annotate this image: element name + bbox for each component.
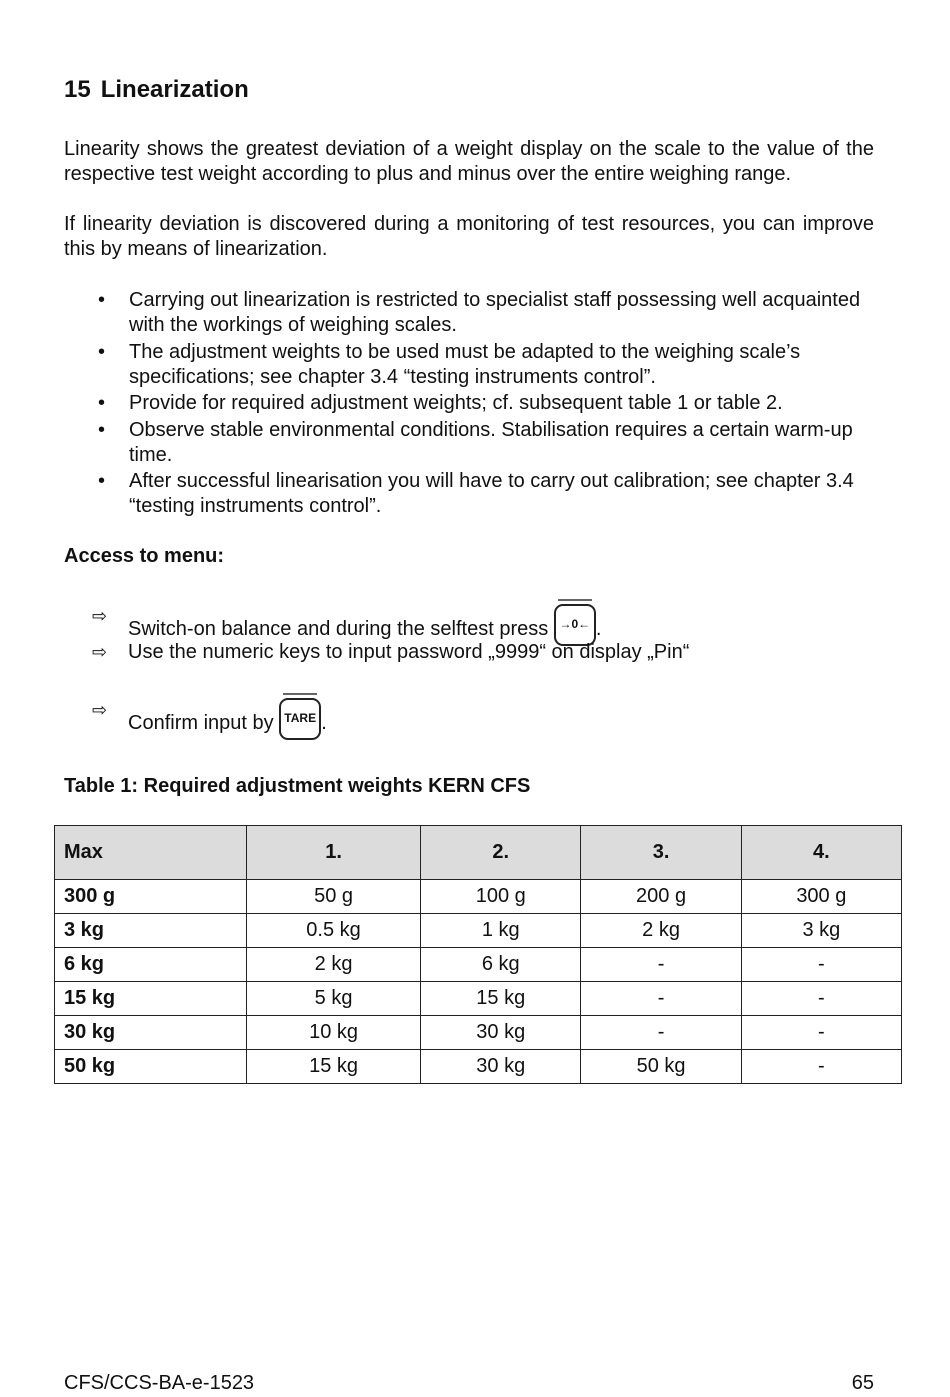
section-title: Linearization <box>100 76 249 103</box>
table-cell: - <box>741 948 901 982</box>
column-header: Max <box>55 826 247 880</box>
table-header-row <box>55 826 902 880</box>
table-cell: 100 g <box>421 880 581 914</box>
list-item-text: The adjustment weights to be used must be adapted to the weighing scale’s specifications; see chapter 3.4 “testing instruments control”. <box>129 340 801 388</box>
table-cell: 30 kg <box>421 1050 581 1084</box>
table-cell: 5 kg <box>246 982 420 1016</box>
bullet-icon: • <box>98 289 106 311</box>
bullet-icon: • <box>98 392 106 414</box>
list-item <box>64 288 874 338</box>
table-cell: 3 kg <box>741 914 901 948</box>
table-row <box>55 880 902 914</box>
column-header: 1. <box>246 826 420 880</box>
table-cell: 10 kg <box>246 1016 420 1050</box>
table-row <box>55 1016 902 1050</box>
step-3-text: Confirm input by <box>128 712 274 734</box>
page-number: 65 <box>851 1372 874 1394</box>
table-caption: Table 1: Required adjustment weights KERN CFS <box>64 775 531 797</box>
table-cell: 15 kg <box>246 1050 420 1084</box>
list-item <box>64 340 874 390</box>
table-cell: - <box>741 1016 901 1050</box>
table-cell: 15 kg <box>421 982 581 1016</box>
table-cell: 50 kg <box>581 1050 741 1084</box>
step-arrow-icon: ⇨ <box>92 606 108 626</box>
table-cell: 3 kg <box>55 914 247 948</box>
table-cell: 50 kg <box>55 1050 247 1084</box>
list-item <box>64 418 874 468</box>
document-id: CFS/CCS-BA-e-1523 <box>64 1372 255 1394</box>
list-item <box>64 391 874 416</box>
table-cell: - <box>581 1016 741 1050</box>
table-row <box>55 1050 902 1084</box>
table-cell: - <box>581 948 741 982</box>
step-1-text: Switch-on balance and during the selftest press <box>128 618 549 640</box>
list-item <box>64 469 874 519</box>
section-heading <box>64 76 249 104</box>
list-item-text: Provide for required adjustment weights; cf. subsequent table 1 or table 2. <box>129 392 783 414</box>
table-cell: - <box>741 982 901 1016</box>
table-cell: 30 kg <box>55 1016 247 1050</box>
bullet-icon: • <box>98 470 106 492</box>
table-cell: - <box>581 982 741 1016</box>
table-cell: 200 g <box>581 880 741 914</box>
zero-key-icon: →0← <box>554 604 596 646</box>
list-item-text: After successful linearisation you will have to carry out calibration; see chapter 3.4 “testing instruments control”. <box>129 470 854 517</box>
bullet-icon: • <box>98 418 106 441</box>
table-row <box>55 914 902 948</box>
step-1-period: . <box>595 618 602 640</box>
section-number: 15 <box>64 76 91 103</box>
table-cell: 1 kg <box>421 914 581 948</box>
table-row <box>55 948 902 982</box>
table-cell: 15 kg <box>55 982 247 1016</box>
tare-key-icon: TARE <box>279 698 321 740</box>
column-header: 3. <box>581 826 741 880</box>
list-item-text: Observe stable environmental conditions. Stabilisation requires a certain warm-up time. <box>129 418 853 466</box>
column-header: 4. <box>741 826 901 880</box>
step-2-text: Use the numeric keys to input password „9999“ on display „Pin“ <box>128 641 690 663</box>
table-cell: 30 kg <box>421 1016 581 1050</box>
table-cell: 50 g <box>246 880 420 914</box>
table-cell: 6 kg <box>421 948 581 982</box>
column-header: 2. <box>421 826 581 880</box>
table-cell: 6 kg <box>55 948 247 982</box>
bullet-icon: • <box>98 340 106 363</box>
table-cell: 0.5 kg <box>246 914 420 948</box>
requirements-list <box>64 288 874 521</box>
table-cell: 2 kg <box>246 948 420 982</box>
step-3-period: . <box>321 712 327 734</box>
table-row <box>55 982 902 1016</box>
intro-paragraph-1: Linearity shows the greatest deviation of a weight display on the scale to the value of the respective test weight according to plus and minus over the entire weighing range. <box>64 138 874 185</box>
intro-paragraph-2: If linearity deviation is discovered during a monitoring of test resources, you can improve this by means of linearization. <box>64 213 874 260</box>
table-cell: 300 g <box>55 880 247 914</box>
access-menu-heading: Access to menu: <box>64 545 225 567</box>
table-cell: - <box>741 1050 901 1084</box>
table-cell: 2 kg <box>581 914 741 948</box>
adjustment-weights-table <box>54 825 902 1084</box>
list-item-text: Carrying out linearization is restricted to specialist staff possessing well acquainted with the workings of weighing scales. <box>129 289 861 336</box>
step-arrow-icon: ⇨ <box>92 642 108 662</box>
step-arrow-icon: ⇨ <box>92 700 108 720</box>
table-cell: 300 g <box>741 880 901 914</box>
